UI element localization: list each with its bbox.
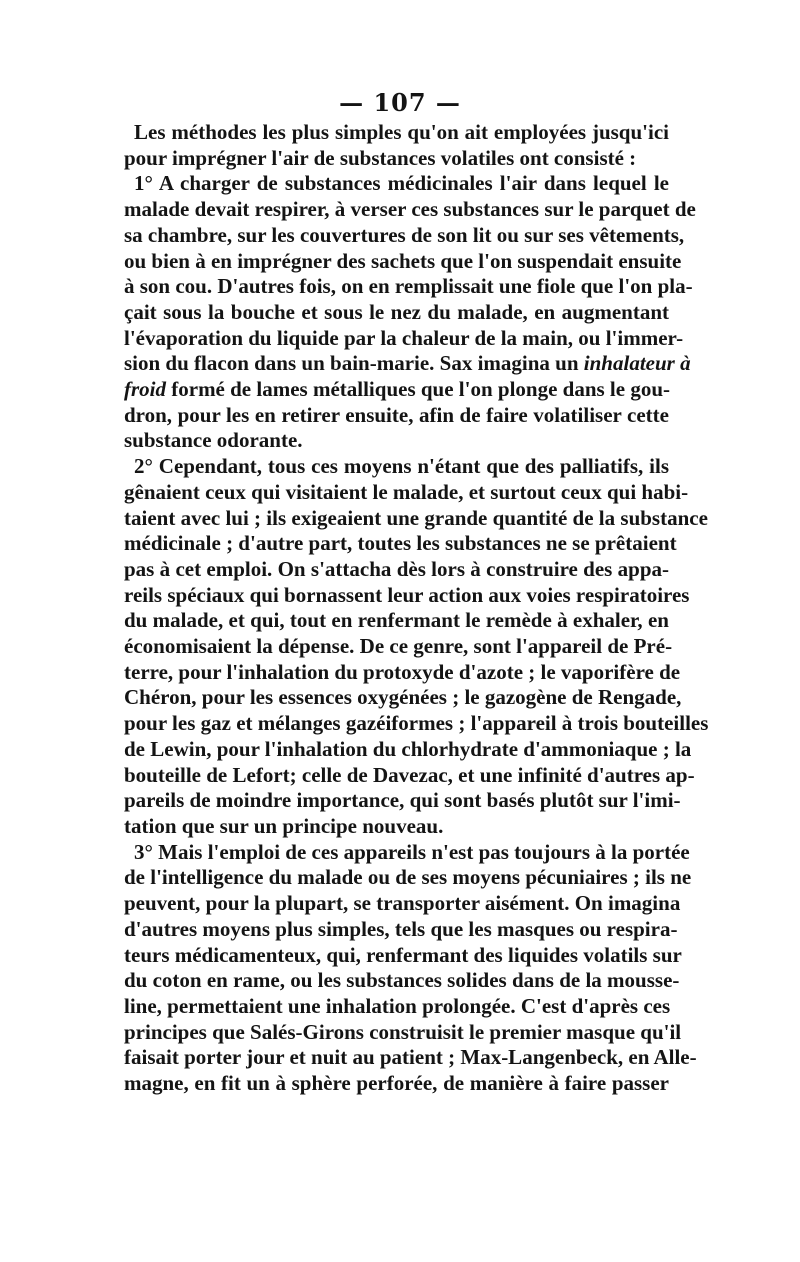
italic-text: inhalateur à [583, 351, 691, 376]
text-line [124, 248, 682, 275]
italic-text: froid [124, 377, 166, 402]
line-text: 2° Cependant, tous ces moyens n'étant que des palliatifs, ils [134, 454, 669, 479]
text-line [124, 762, 695, 789]
text-line [124, 300, 669, 326]
text-line [124, 222, 685, 249]
line-text: économisaient la dépense. De ce genre, sont l'appareil de Pré- [124, 634, 673, 659]
text-line [124, 788, 681, 814]
text-line [124, 659, 681, 686]
body-text [124, 120, 709, 1097]
line-text: formé de lames métalliques que l'on plonge dans le gou- [166, 377, 671, 402]
line-text: ou bien à en imprégner des sachets que l'on suspendait ensuite [124, 248, 682, 273]
line-text: malade devait respirer, à verser ces substances sur le parquet de [124, 197, 696, 222]
text-line [124, 146, 669, 172]
line-text: teurs médicamenteux, qui, renfermant des liquides volatils sur [124, 942, 682, 967]
line-text: d'autres moyens plus simples, tels que les masques ou respira- [124, 916, 678, 941]
text-line [124, 968, 680, 994]
line-text: pareils de moindre importance, qui sont basés plutôt sur l'imi- [124, 788, 681, 813]
line-text: 3° Mais l'emploi de ces appareils n'est pas toujours à la portée [134, 839, 690, 864]
text-line [124, 685, 682, 711]
line-text: de Lewin, pour l'inhalation du chlorhydrate d'ammoniaque ; la [124, 736, 692, 761]
line-text: tation que sur un principe nouveau. [124, 813, 444, 838]
text-line [124, 557, 669, 583]
page-number: — 107 — [339, 88, 461, 117]
text-line [124, 197, 696, 223]
text-line [124, 1045, 697, 1071]
text-line [124, 994, 669, 1020]
text-line [124, 428, 669, 454]
text-line [124, 814, 669, 840]
line-text: substance odorante. [124, 428, 303, 453]
line-text: de l'intelligence du malade ou de ses moyens pécuniaires ; ils ne [124, 865, 692, 890]
line-text: pour les gaz et mélanges gazéiformes ; l'appareil à trois bouteilles [124, 711, 709, 736]
text-line [124, 608, 669, 634]
line-text: principes que Salés-Girons construisit le premier masque qu'il [124, 1019, 682, 1044]
text-line [124, 377, 669, 403]
line-text: Les méthodes les plus simples qu'on ait employées jusqu'ici [134, 120, 669, 144]
line-text: bouteille de Lefort; celle de Davezac, et une infinité d'autres ap- [124, 762, 695, 787]
line-text: 1° A charger de substances médicinales l'air dans lequel le [134, 171, 669, 196]
line-text: du coton en rame, ou les substances solides dans de la mousse- [124, 968, 680, 993]
text-line [124, 1071, 669, 1097]
text-line [124, 865, 692, 891]
text-line [124, 736, 692, 763]
text-line [124, 325, 684, 352]
text-line [124, 505, 708, 532]
text-line [124, 479, 689, 506]
line-text: dron, pour les en retirer ensuite, afin de faire volatiliser cette [124, 402, 669, 427]
text-line [124, 582, 690, 609]
line-text: à son cou. D'autres fois, on en remplissait une fiole que l'on pla- [124, 274, 693, 299]
line-text: faisait porter jour et nuit au patient ; Max-Langenbeck, en Alle- [124, 1045, 697, 1070]
line-text: pour imprégner l'air de substances volatiles ont consisté : [124, 145, 637, 170]
line-text: l'évaporation du liquide par la chaleur de la main, ou l'immer- [124, 325, 684, 350]
line-text: peuvent, pour la plupart, se transporter aisément. On imagina [124, 891, 681, 916]
line-text: médicinale ; d'autre part, toutes les substances ne se prêtaient [124, 531, 677, 556]
line-text: sion du flacon dans un bain-marie. Sax imagina un [124, 351, 584, 376]
line-text: gênaient ceux qui visitaient le malade, et surtout ceux qui habi- [124, 479, 689, 504]
line-text: reils spéciaux qui bornassent leur action aux voies respiratoires [124, 582, 690, 607]
line-text: pas à cet emploi. On s'attacha dès lors à construire des appa- [124, 556, 669, 581]
text-line [124, 1019, 682, 1046]
text-line [124, 942, 682, 969]
line-text: terre, pour l'inhalation du protoxyde d'azote ; le vaporifère de [124, 659, 681, 684]
text-line [124, 531, 677, 557]
text-line [124, 634, 673, 660]
line-text: magne, en fit un à sphère perforée, de manière à faire passer [124, 1071, 669, 1096]
text-line [124, 454, 669, 480]
text-line [124, 891, 681, 917]
text-line [124, 839, 690, 866]
text-line [124, 120, 669, 146]
text-line [124, 916, 678, 943]
line-text: taient avec lui ; ils exigeaient une grande quantité de la substance [124, 505, 708, 530]
text-line [124, 403, 669, 429]
line-text: çait sous la bouche et sous le nez du malade, en augmentant [124, 299, 669, 324]
line-text: Chéron, pour les essences oxygénées ; le gazogène de Rengade, [124, 685, 682, 710]
line-text: sa chambre, sur les couvertures de son lit ou sur ses vêtements, [124, 222, 685, 247]
text-line [124, 711, 709, 737]
text-line [124, 274, 693, 300]
line-text: line, permettaient une inhalation prolongée. C'est d'après ces [124, 993, 671, 1018]
text-line [124, 351, 691, 377]
text-line [124, 171, 669, 197]
line-text: du malade, et qui, tout en renfermant le remède à exhaler, en [124, 608, 669, 633]
